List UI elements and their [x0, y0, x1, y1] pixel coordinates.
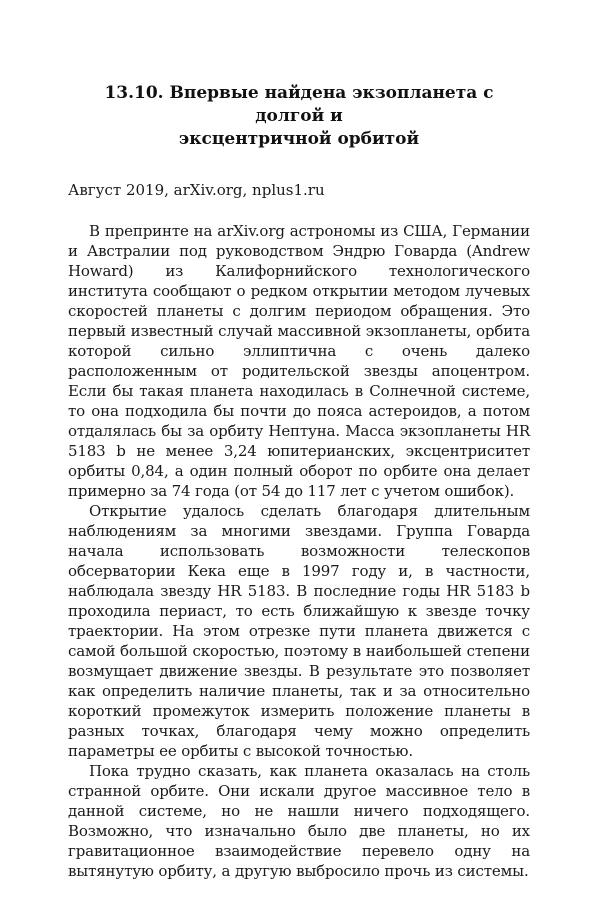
- article-date-sources: Август 2019, arXiv.org, nplus1.ru: [68, 181, 325, 199]
- article-title-line-1: 13.10. Впервые найдена экзопланета с долгой и: [104, 83, 494, 126]
- document-page: [68, 82, 530, 881]
- article-body: [68, 221, 530, 881]
- article-title: [68, 82, 530, 151]
- article-paragraph-1: В препринте на arXiv.org астрономы из США, Германии и Австралии под руководством Эндрю Говарда (Andrew Howard) из Калифорнийского технологического института сообщают о редком открытии методом лучевых скоростей планеты с долгим периодом обращения. Это первый известный случай массивной экзопланеты, орбита которой сильно эллиптична с очень далеко расположенным от родительской звезды апоцентром. Если бы такая планета находилась в Солнечной системе, то она подходила бы почти до пояса астероидов, а потом отдалялась бы за орбиту Нептуна. Масса экзопланеты HR 5183 b не менее 3,24 юпитерианских, эксцентриситет орбиты 0,84, а один полный оборот по орбите она делает примерно за 74 года (от 54 до 117 лет с учетом ошибок).: [68, 222, 530, 500]
- article-title-line-2: эксцентричной орбитой: [178, 129, 420, 149]
- article-paragraph-3: Пока трудно сказать, как планета оказалась на столь странной орбите. Они искали другое массивное тело в данной системе, но не нашли ничего подходящего. Возможно, что изначально было две планеты, но их гравитационное взаимодействие перевело одну на вытянутую орбиту, а другую выбросило прочь из системы.: [68, 762, 530, 880]
- article-paragraph-2: Открытие удалось сделать благодаря длительным наблюдениям за многими звездами. Группа Говарда начала использовать возможности телескопов обсерватории Кека еще в 1997 году и, в частности, наблюдала звезду HR 5183. В последние годы HR 5183 b проходила периаст, то есть ближайшую к звезде точку траектории. На этом отрезке пути планета движется с самой большой скоростью, поэтому в наибольшей степени возмущает движение звезды. В результате это позволяет как определить наличие планеты, так и за относительно короткий промежуток измерить положение планеты в разных точках, благодаря чему можно определить параметры ее орбиты с высокой точностью.: [68, 502, 530, 760]
